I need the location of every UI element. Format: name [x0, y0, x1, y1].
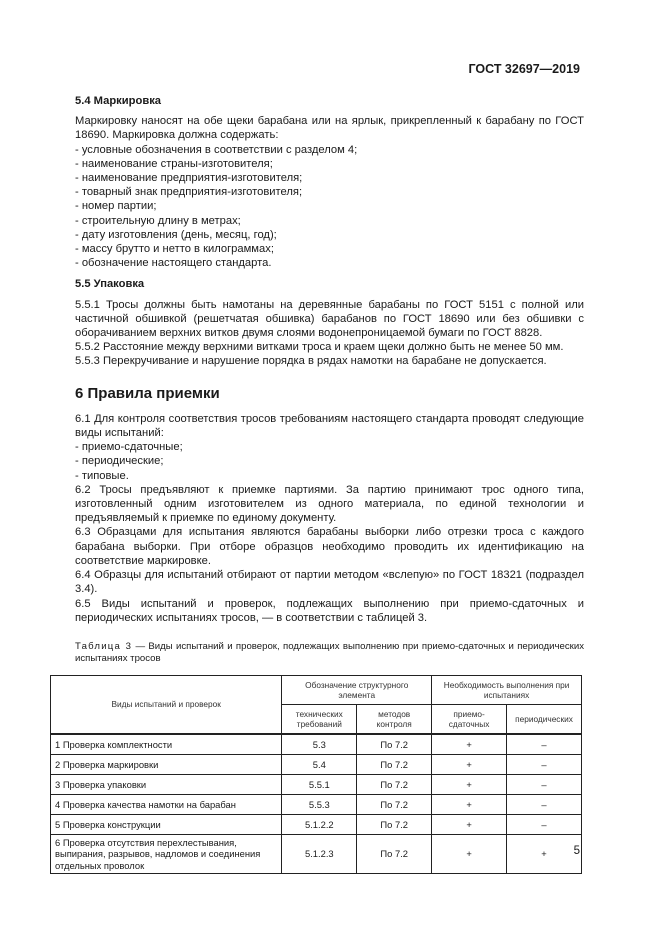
tech-requirement-ref: 5.5.1: [282, 774, 357, 794]
table-row: [51, 774, 582, 794]
page-content: [55, 94, 584, 874]
section-5-4-intro: Маркировку наносят на обе щеки барабана или на ярлык, прикрепленный к барабану по ГОСТ 18690. Маркировка должна содержать:: [75, 115, 584, 142]
header-acceptance: приемо-сдаточных: [432, 704, 507, 734]
acceptance-mark: +: [432, 794, 507, 814]
page-number: 5: [573, 845, 580, 857]
table-row: [51, 834, 582, 874]
list-item: - наименование страны-изготовителя;: [75, 157, 273, 170]
acceptance-mark: +: [432, 754, 507, 774]
header-control-methods: методов контроля: [357, 704, 432, 734]
paragraph-6-5: 6.5 Виды испытаний и проверок, подлежащих выполнению при приемо-сдаточных и периодических испытаниях тросов, — в соответствии с таблицей 3.: [75, 597, 584, 624]
header-periodic: периодических: [507, 704, 582, 734]
list-item: - обозначение настоящего стандарта.: [75, 257, 272, 270]
paragraph-5-5-3: 5.5.3 Перекручивание и нарушение порядка в рядах намотки на барабане не допускается.: [75, 355, 547, 368]
list-item: - типовые.: [75, 469, 129, 482]
tech-requirement-ref: 5.5.3: [282, 794, 357, 814]
tech-requirement-ref: 5.1.2.3: [282, 834, 357, 874]
header-designation-group: Обозначение структурного элемента: [282, 675, 432, 704]
paragraph-6-4: 6.4 Образцы для испытаний отбирают от партии методом «вслепую» по ГОСТ 18321 (подраздел 3.4).: [75, 569, 584, 596]
paragraph-6-1: 6.1 Для контроля соответствия тросов требованиям настоящего стандарта проводят следующие виды испытаний:: [75, 412, 584, 440]
test-name: 6 Проверка отсутствия перехлестывания, выпирания, разрывов, надломов и соединения отдельных проволок: [51, 834, 282, 874]
table-row: [51, 734, 582, 755]
test-name: 5 Проверка конструкции: [51, 814, 282, 834]
control-method-ref: По 7.2: [357, 834, 432, 874]
control-method-ref: По 7.2: [357, 754, 432, 774]
paragraph-5-5-1: 5.5.1 Тросы должны быть намотаны на деревянные барабаны по ГОСТ 5151 с полной или частичной обшивкой (решетчатая обшивка) барабанов по ГОСТ 18690 или без обшивки с оборачиванием верхних витков двумя слоями водонепроницаемой бумаги по ГОСТ 8828.: [75, 298, 584, 340]
table-3: [50, 675, 582, 875]
section-5-5-title: 5.5 Упаковка: [75, 278, 145, 291]
list-item: - номер партии;: [75, 200, 157, 213]
table-row: [51, 754, 582, 774]
acceptance-mark: +: [432, 834, 507, 874]
test-name: 4 Проверка качества намотки на барабан: [51, 794, 282, 814]
periodic-mark: –: [507, 734, 582, 755]
list-item: - товарный знак предприятия-изготовителя;: [75, 186, 303, 199]
periodic-mark: +: [507, 834, 582, 874]
paragraph-6-2: 6.2 Тросы предъявляют к приемке партиями. За партию принимают трос одного типа, изготовленный одним изготовителем из одного материала, по единой технологии и предъявляемый к приемке по единому документу.: [75, 483, 584, 525]
periodic-mark: –: [507, 814, 582, 834]
marking-list: [75, 143, 584, 271]
table-3-label: Таблица 3: [75, 640, 133, 652]
test-kinds-list: [75, 440, 584, 483]
control-method-ref: По 7.2: [357, 734, 432, 755]
control-method-ref: По 7.2: [357, 814, 432, 834]
paragraph-5-5-2: 5.5.2 Расстояние между верхними витками троса и краем щеки должно быть не менее 50 мм.: [75, 341, 564, 354]
list-item: - массу брутто и нетто в килограммах;: [75, 243, 274, 256]
table-row: [51, 814, 582, 834]
list-item: - приемо-сдаточные;: [75, 441, 183, 454]
acceptance-mark: +: [432, 734, 507, 755]
test-name: 3 Проверка упаковки: [51, 774, 282, 794]
periodic-mark: –: [507, 754, 582, 774]
acceptance-mark: +: [432, 814, 507, 834]
header-kinds: Виды испытаний и проверок: [51, 675, 282, 734]
control-method-ref: По 7.2: [357, 774, 432, 794]
document-code: ГОСТ 32697—2019: [468, 62, 580, 76]
acceptance-mark: +: [432, 774, 507, 794]
periodic-mark: –: [507, 794, 582, 814]
section-6-title: 6 Правила приемки: [75, 384, 220, 402]
list-item: - условные обозначения в соответствии с разделом 4;: [75, 143, 358, 156]
tech-requirement-ref: 5.4: [282, 754, 357, 774]
test-name: 1 Проверка комплектности: [51, 734, 282, 755]
list-item: - строительную длину в метрах;: [75, 214, 241, 227]
test-name: 2 Проверка маркировки: [51, 754, 282, 774]
table-3-caption-text: — Виды испытаний и проверок, подлежащих выполнению при приемо-сдаточных и периодических испытаниях тросов: [75, 640, 584, 664]
list-item: - наименование предприятия-изготовителя;: [75, 172, 303, 185]
header-tech-requirements: технических требований: [282, 704, 357, 734]
list-item: - дату изготовления (день, месяц, год);: [75, 228, 277, 241]
paragraph-6-3: 6.3 Образцами для испытания являются барабаны выборки либо отрезки троса с каждого барабана выборки. При отборе образцов необходимо проводить их идентификацию на соответствие маркировке.: [75, 526, 584, 567]
table-3-caption: [75, 641, 584, 665]
tech-requirement-ref: 5.3: [282, 734, 357, 755]
table-row: [51, 794, 582, 814]
section-5-4-title: 5.4 Маркировка: [75, 95, 162, 107]
list-item: - периодические;: [75, 455, 164, 468]
tech-requirement-ref: 5.1.2.2: [282, 814, 357, 834]
control-method-ref: По 7.2: [357, 794, 432, 814]
periodic-mark: –: [507, 774, 582, 794]
header-necessity-group: Необходимость выполнения при испытаниях: [432, 675, 582, 704]
